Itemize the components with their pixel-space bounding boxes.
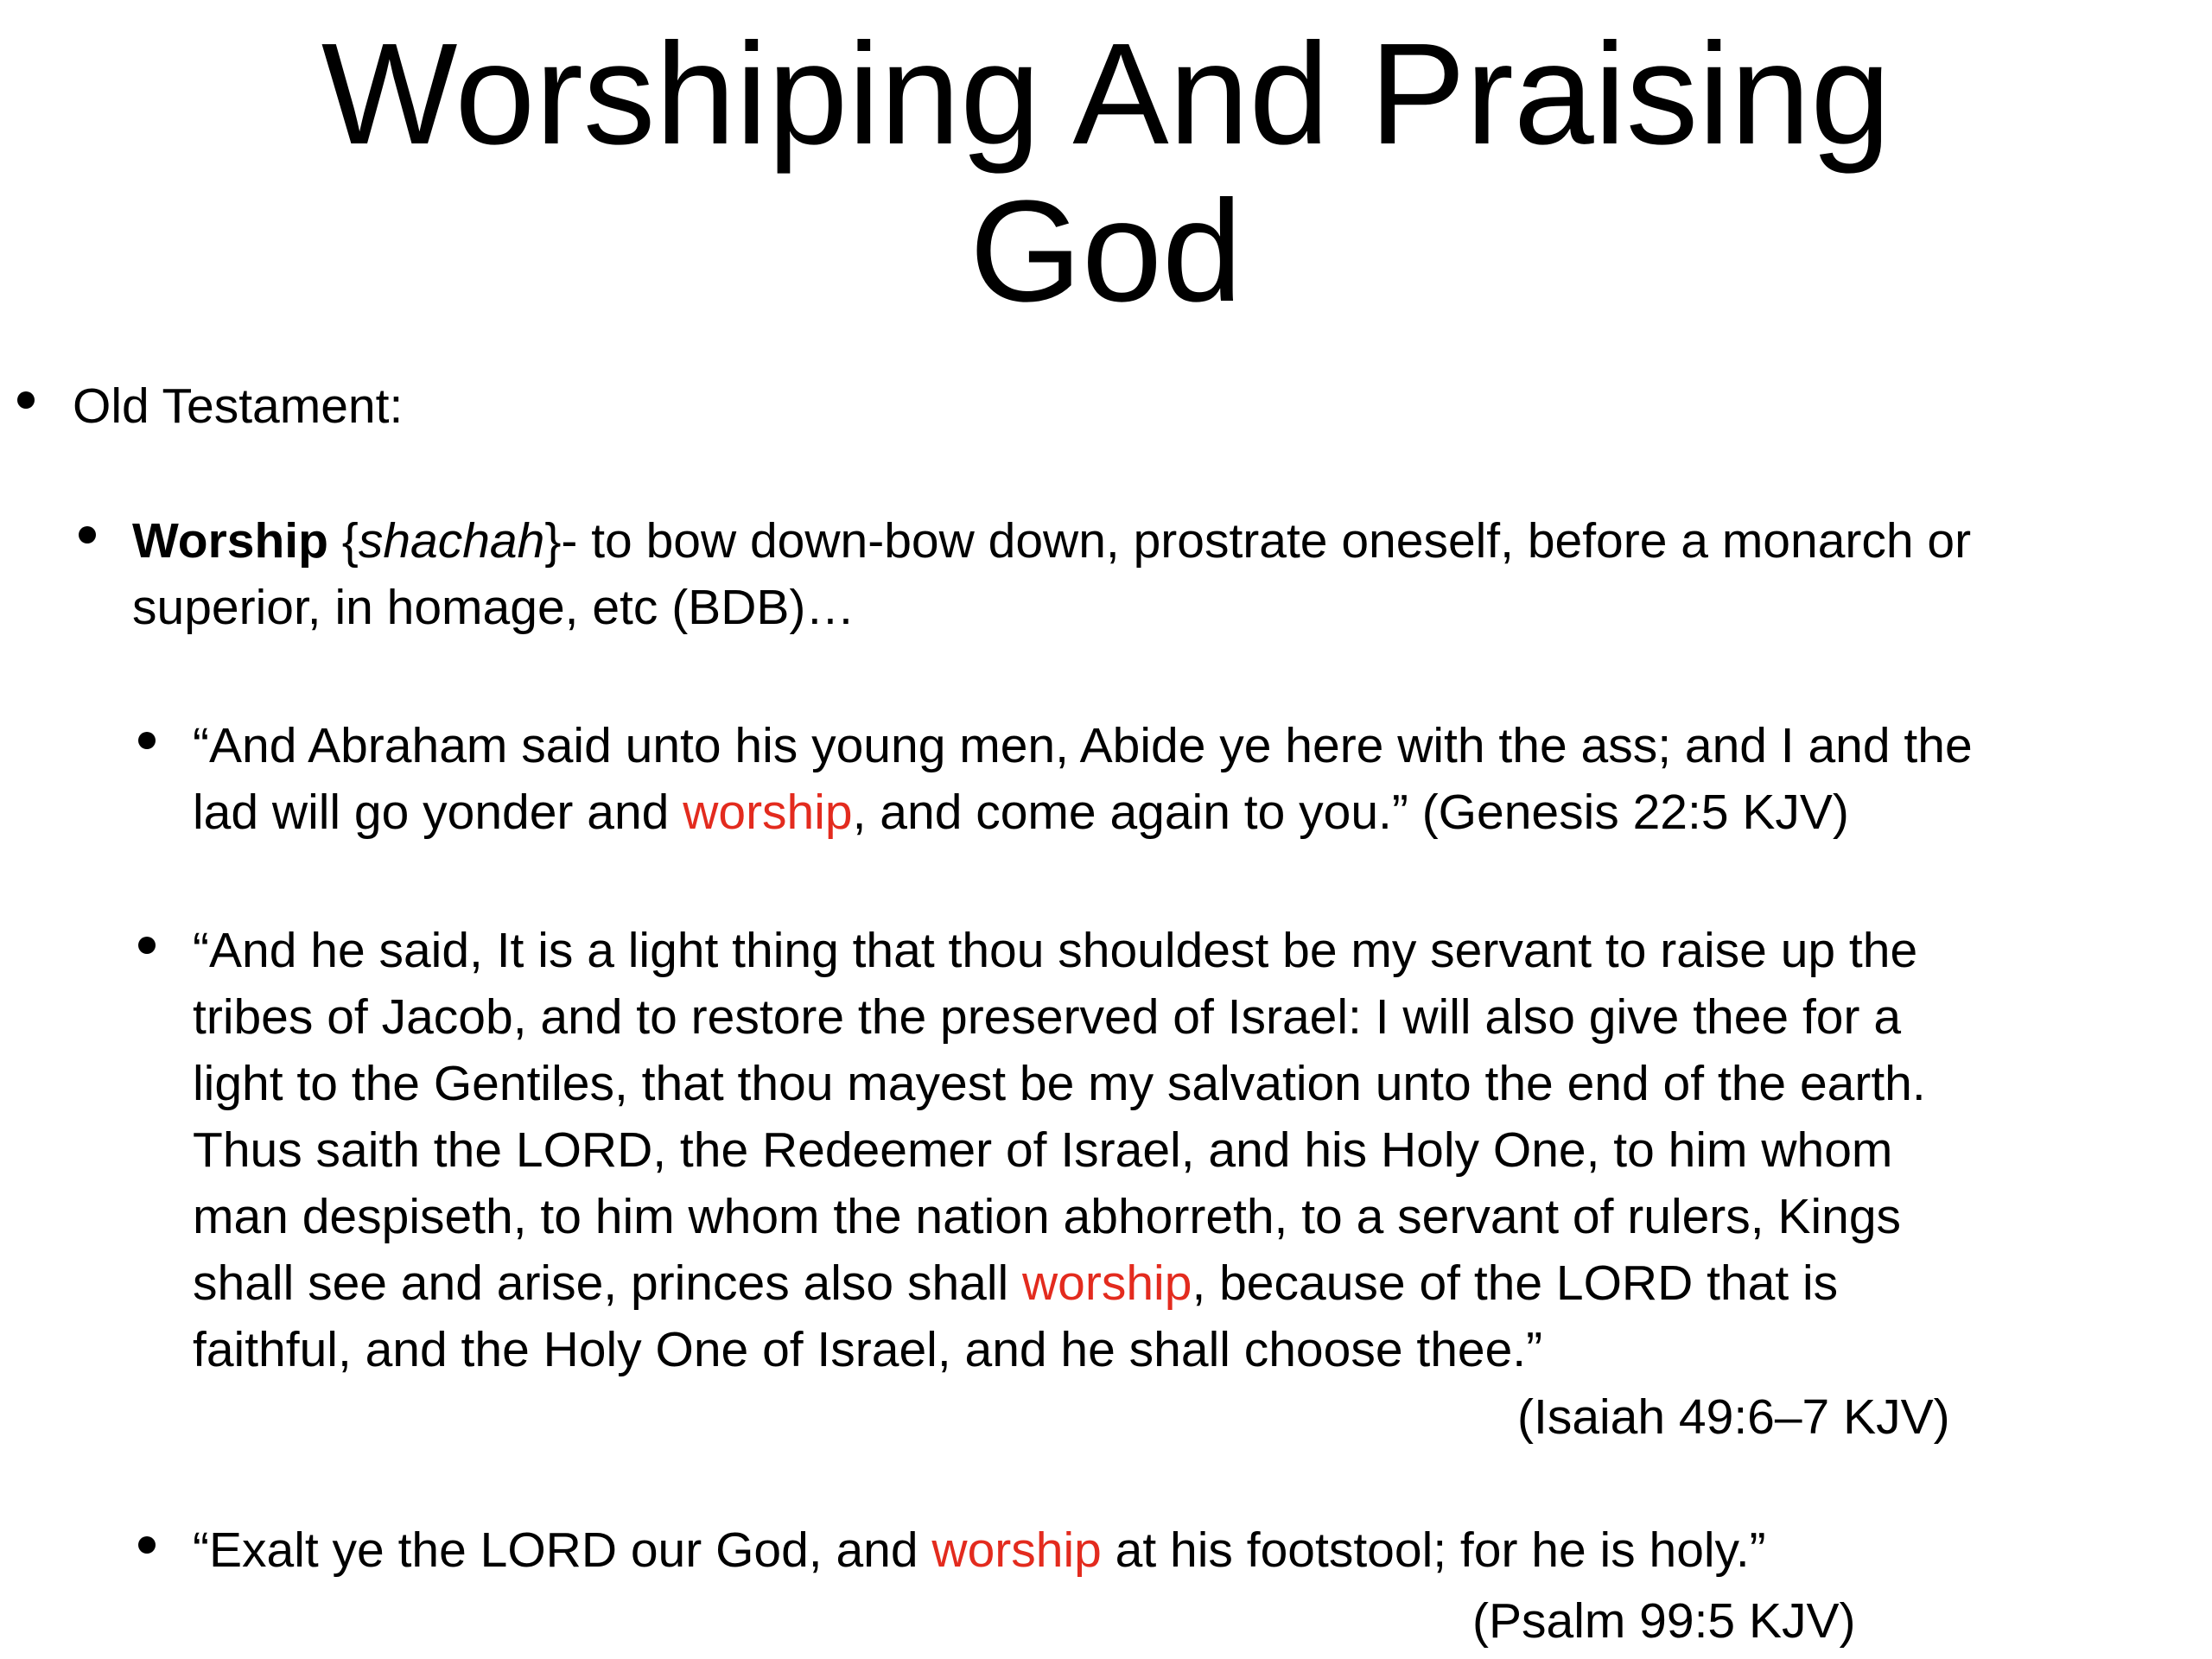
definition-open-brace: { [327,513,359,569]
quote-isaiah [193,918,2197,1383]
quote-line: “And Abraham said unto his young men, Abide ye here with the ass; and I and the [193,718,1973,773]
quote-line: man despiseth, to him whom the nation abhorreth, to a servant of rulers, Kings [193,1189,1902,1244]
definition-term: Worship [132,513,328,569]
highlight-word: worship [1022,1255,1192,1311]
quote-text: shall see and arise, princes also shall [193,1255,1023,1311]
definition-text [132,508,2206,641]
definition-line-2: superior, in homage, etc (BDB)… [132,580,855,635]
highlight-word: worship [931,1522,1102,1578]
quote-line: tribes of Jacob, and to restore the preserved of Israel: I will also give thee for a [193,989,1902,1045]
slide-title [0,16,2212,330]
quote-line: “And he said, It is a light thing that thou shouldest be my servant to raise up the [193,923,1918,978]
definition-close-brace: } [544,513,562,569]
quote-line: light to the Gentiles, that thou mayest be my salvation unto the end of the earth. [193,1056,1926,1111]
quote-line: Thus saith the LORD, the Redeemer of Israel, and his Holy One, to him whom [193,1122,1893,1178]
bullet-icon [138,937,156,954]
definition-line-1 [132,508,2206,575]
quote-line: faithful, and the Holy One of Israel, and he shall choose thee.” [193,1322,1543,1377]
slide-title-line-1: Worshiping And Praising [321,14,1891,175]
slide-title-line-2: God [969,171,1243,332]
quote-text: at his footstool; for he is holy.” [1101,1522,1766,1578]
quote-text: “Exalt ye the LORD our God, and [193,1522,932,1578]
section-label: Old Testament: [73,378,404,434]
bullet-icon [138,732,156,749]
bullet-icon [17,391,35,409]
quote-line [193,1517,2197,1584]
quote-line [193,779,2197,846]
bullet-icon [138,1536,156,1554]
quote-text: , because of the LORD that is [1192,1255,1839,1311]
definition-hebrew-word: shachah [358,513,545,569]
quote-text: lad will go yonder and [193,785,683,840]
quote-reference: (Psalm 99:5 KJV) [1472,1593,1856,1649]
quote-text: , and come again to you.” (Genesis 22:5 KJV) [852,785,1849,840]
definition-meaning: - to bow down-bow down, prostrate oneself, before a monarch or [561,513,1972,569]
bullet-icon [79,526,96,543]
quote-reference: (Isaiah 49:6–7 KJV) [1517,1389,1950,1445]
quote-psalm [193,1517,2197,1584]
quote-genesis [193,713,2197,846]
quote-line [193,1250,2197,1317]
highlight-word: worship [683,785,853,840]
